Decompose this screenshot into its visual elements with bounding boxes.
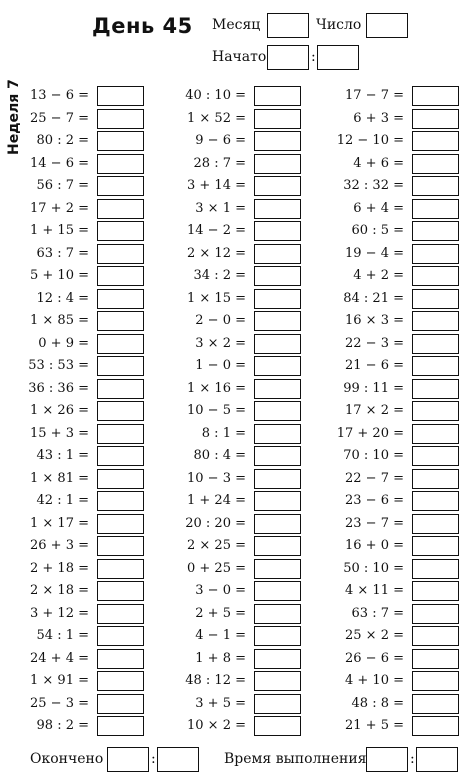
finished-label: Окончено <box>30 751 104 767</box>
date-label: Число <box>316 17 362 33</box>
problem-expression: 1 × 26 = <box>30 403 89 418</box>
problem-expression: 4 + 2 = <box>353 268 404 283</box>
finished-hours-input[interactable] <box>107 747 149 772</box>
problem-expression: 22 − 3 = <box>345 335 404 351</box>
answer-box[interactable] <box>412 559 459 579</box>
answer-box[interactable] <box>412 356 459 376</box>
problem-row <box>0 379 473 399</box>
problem-expression: 8 : 1 = <box>201 425 246 441</box>
problem-expression: 14 − 6 = <box>30 155 89 171</box>
problem-expression: 50 : 10 = <box>343 560 404 576</box>
answer-box[interactable] <box>412 379 459 399</box>
problem-expression: 28 : 7 = <box>193 155 246 171</box>
answer-box[interactable] <box>412 649 459 669</box>
answer-box[interactable] <box>412 536 459 556</box>
answer-box[interactable] <box>412 289 459 309</box>
started-minutes-input[interactable] <box>317 45 359 70</box>
problem-row <box>0 154 473 174</box>
answer-box[interactable] <box>412 266 459 286</box>
problem-expression: 4 − 1 = <box>195 628 246 643</box>
answer-box[interactable] <box>412 199 459 219</box>
problem-expression: 36 : 36 = <box>28 380 89 396</box>
problem-expression: 17 + 20 = <box>336 425 404 441</box>
problem-row <box>0 356 473 376</box>
answer-box[interactable] <box>412 424 459 444</box>
problem-expression: 15 + 3 = <box>30 425 89 441</box>
answer-box[interactable] <box>412 671 459 691</box>
problem-row <box>0 581 473 601</box>
problem-row <box>0 536 473 556</box>
answer-box[interactable] <box>412 109 459 129</box>
problem-expression: 70 : 10 = <box>343 448 404 463</box>
problem-expression: 1 × 17 = <box>30 515 89 531</box>
problem-expression: 63 : 7 = <box>351 605 404 621</box>
problem-expression: 17 × 2 = <box>345 403 404 418</box>
problem-expression: 1 × 91 = <box>30 673 89 688</box>
problem-expression: 32 : 32 = <box>343 178 404 193</box>
problem-expression: 6 + 3 = <box>353 110 404 126</box>
problem-expression: 40 : 10 = <box>185 88 246 103</box>
problem-expression: 14 − 2 = <box>187 223 246 238</box>
date-input[interactable] <box>366 13 408 38</box>
problem-expression: 25 − 7 = <box>30 110 89 126</box>
problem-row <box>0 694 473 714</box>
problem-expression: 1 × 15 = <box>187 290 246 306</box>
problem-expression: 60 : 5 = <box>351 223 404 238</box>
problem-expression: 3 + 5 = <box>195 695 246 711</box>
problem-expression: 56 : 7 = <box>36 178 89 193</box>
problem-expression: 17 − 7 = <box>345 88 404 103</box>
problem-row <box>0 289 473 309</box>
problem-expression: 13 − 6 = <box>30 88 89 103</box>
answer-box[interactable] <box>412 604 459 624</box>
problem-expression: 1 × 81 = <box>30 470 89 486</box>
problem-expression: 21 − 6 = <box>345 358 404 373</box>
problem-expression: 4 × 11 = <box>345 583 404 598</box>
problem-expression: 6 + 4 = <box>353 200 404 216</box>
problem-expression: 1 + 15 = <box>30 223 89 238</box>
problem-expression: 26 + 3 = <box>30 538 89 553</box>
problem-expression: 2 × 12 = <box>187 245 246 261</box>
problem-row <box>0 446 473 466</box>
problem-expression: 48 : 8 = <box>351 695 404 711</box>
problem-expression: 43 : 1 = <box>36 448 89 463</box>
answer-box[interactable] <box>412 221 459 241</box>
problem-row <box>0 716 473 736</box>
answer-box[interactable] <box>412 176 459 196</box>
answer-box[interactable] <box>412 491 459 511</box>
problem-row <box>0 334 473 354</box>
problem-expression: 25 × 2 = <box>345 628 404 643</box>
answer-box[interactable] <box>412 716 459 736</box>
problem-expression: 10 − 3 = <box>187 470 246 486</box>
problem-expression: 42 : 1 = <box>36 493 89 508</box>
duration-colon: : <box>410 751 415 767</box>
answer-box[interactable] <box>412 626 459 646</box>
problem-expression: 16 × 3 = <box>345 313 404 328</box>
problem-row <box>0 514 473 534</box>
problem-expression: 84 : 21 = <box>343 290 404 306</box>
problem-expression: 1 × 52 = <box>187 110 246 126</box>
problem-expression: 12 − 10 = <box>336 133 404 148</box>
problem-expression: 54 : 1 = <box>36 628 89 643</box>
duration-hours-input[interactable] <box>366 747 408 772</box>
problem-expression: 10 × 2 = <box>187 718 246 733</box>
answer-box[interactable] <box>412 244 459 264</box>
problem-expression: 23 − 7 = <box>345 515 404 531</box>
problem-expression: 1 − 0 = <box>195 358 246 373</box>
problem-expression: 9 − 6 = <box>195 133 246 148</box>
problem-row <box>0 244 473 264</box>
answer-box[interactable] <box>412 131 459 151</box>
problem-expression: 34 : 2 = <box>193 268 246 283</box>
problem-row <box>0 604 473 624</box>
problem-expression: 21 + 5 = <box>345 718 404 733</box>
problem-expression: 0 + 9 = <box>38 335 89 351</box>
problem-row <box>0 649 473 669</box>
problem-expression: 99 : 11 = <box>343 380 404 396</box>
problem-expression: 1 × 16 = <box>187 380 246 396</box>
problem-expression: 2 + 18 = <box>30 560 89 576</box>
problem-row <box>0 266 473 286</box>
answer-box[interactable] <box>412 334 459 354</box>
problem-expression: 3 + 12 = <box>30 605 89 621</box>
answer-box[interactable] <box>412 446 459 466</box>
finished-colon: : <box>151 751 156 767</box>
duration-label: Время выполнения <box>224 751 367 767</box>
problem-expression: 80 : 4 = <box>193 448 246 463</box>
problem-expression: 63 : 7 = <box>36 245 89 261</box>
problem-row <box>0 109 473 129</box>
problem-row <box>0 424 473 444</box>
problem-row <box>0 199 473 219</box>
problem-expression: 4 + 6 = <box>353 155 404 171</box>
finished-minutes-input[interactable] <box>157 747 199 772</box>
problem-row <box>0 176 473 196</box>
started-label: Начато <box>212 49 267 65</box>
problem-row <box>0 469 473 489</box>
month-input[interactable] <box>267 13 309 38</box>
problem-expression: 1 + 24 = <box>187 493 246 508</box>
problem-expression: 26 − 6 = <box>345 650 404 666</box>
problem-expression: 1 + 8 = <box>195 650 246 666</box>
problem-row <box>0 131 473 151</box>
problem-expression: 2 × 25 = <box>187 538 246 553</box>
problem-expression: 4 + 10 = <box>345 673 404 688</box>
started-colon: : <box>311 49 316 65</box>
problem-expression: 2 × 18 = <box>30 583 89 598</box>
week-label: Неделя 7 <box>6 79 22 155</box>
answer-box[interactable] <box>412 401 459 421</box>
problem-expression: 16 + 0 = <box>345 538 404 553</box>
answer-box[interactable] <box>412 469 459 489</box>
problem-expression: 12 : 4 = <box>36 290 89 306</box>
problem-expression: 3 × 2 = <box>195 335 246 351</box>
problem-expression: 1 × 85 = <box>30 313 89 328</box>
problem-row <box>0 86 473 106</box>
problem-expression: 24 + 4 = <box>30 650 89 666</box>
problem-expression: 10 − 5 = <box>187 403 246 418</box>
problem-row <box>0 671 473 691</box>
answer-box[interactable] <box>412 311 459 331</box>
problem-expression: 23 − 6 = <box>345 493 404 508</box>
problem-row <box>0 311 473 331</box>
problem-expression: 98 : 2 = <box>36 718 89 733</box>
problem-row <box>0 491 473 511</box>
started-hours-input[interactable] <box>267 45 309 70</box>
answer-box[interactable] <box>412 514 459 534</box>
problem-row <box>0 401 473 421</box>
problem-expression: 25 − 3 = <box>30 695 89 711</box>
problem-expression: 2 + 5 = <box>195 605 246 621</box>
problem-expression: 0 + 25 = <box>187 560 246 576</box>
problem-row <box>0 221 473 241</box>
day-title: День 45 <box>92 14 193 38</box>
problem-row <box>0 626 473 646</box>
problem-expression: 19 − 4 = <box>345 245 404 261</box>
problem-expression: 48 : 12 = <box>185 673 246 688</box>
answer-box[interactable] <box>412 694 459 714</box>
answer-box[interactable] <box>412 581 459 601</box>
problem-expression: 3 − 0 = <box>195 583 246 598</box>
duration-minutes-input[interactable] <box>416 747 458 772</box>
problem-expression: 53 : 53 = <box>28 358 89 373</box>
problem-expression: 3 × 1 = <box>195 200 246 216</box>
problem-expression: 5 + 10 = <box>30 268 89 283</box>
problem-expression: 20 : 20 = <box>185 515 246 531</box>
answer-box[interactable] <box>412 154 459 174</box>
answer-box[interactable] <box>412 86 459 106</box>
problem-expression: 3 + 14 = <box>187 178 246 193</box>
problem-row <box>0 559 473 579</box>
problem-expression: 80 : 2 = <box>36 133 89 148</box>
problem-expression: 22 − 7 = <box>345 470 404 486</box>
problem-expression: 2 − 0 = <box>195 313 246 328</box>
month-label: Месяц <box>212 17 261 33</box>
problem-expression: 17 + 2 = <box>30 200 89 216</box>
